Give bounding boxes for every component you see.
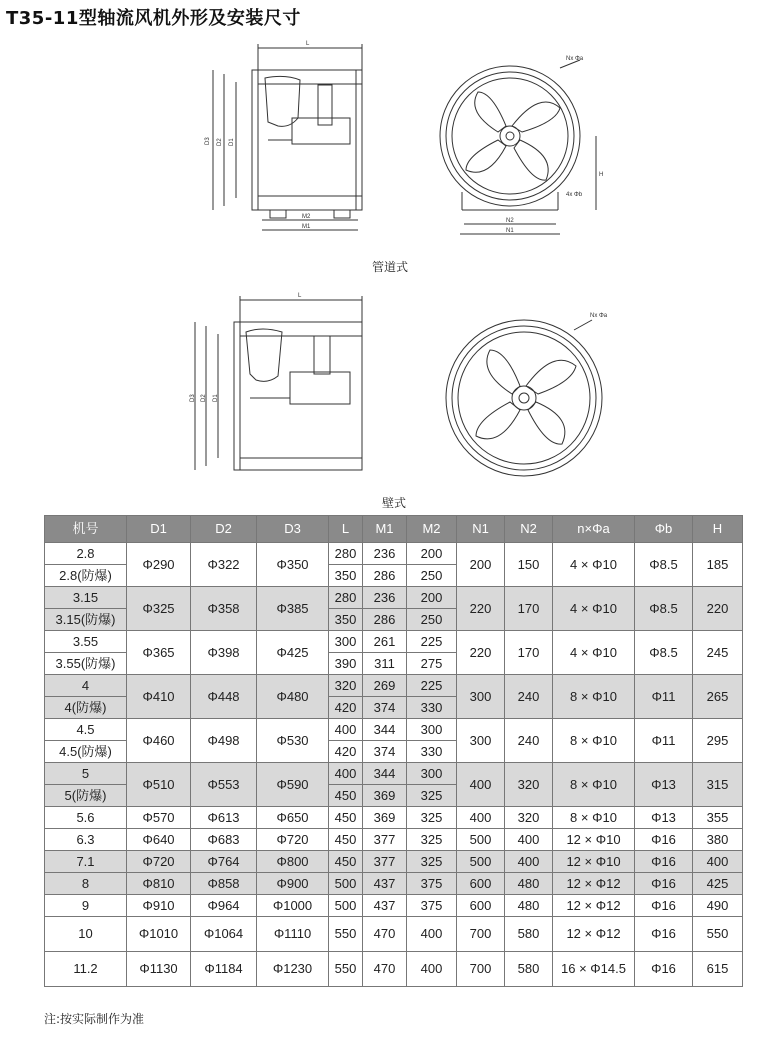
- cell-h: 295: [693, 719, 743, 763]
- cell-model: 3.55(防爆): [45, 653, 127, 675]
- cell-d1: Φ365: [127, 631, 191, 675]
- cell-n2: 150: [505, 543, 553, 587]
- svg-text:D2: D2: [217, 138, 223, 146]
- cell-b: Φ16: [635, 917, 693, 952]
- cell-d3: Φ1000: [257, 895, 329, 917]
- cell-m2: 400: [407, 917, 457, 952]
- cell-n2: 240: [505, 719, 553, 763]
- cell-model: 8: [45, 873, 127, 895]
- cell-m1: 369: [363, 807, 407, 829]
- table-group: [45, 895, 743, 917]
- cell-nxa: 12 × Φ12: [553, 873, 635, 895]
- cell-d3: Φ720: [257, 829, 329, 851]
- cell-d1: Φ570: [127, 807, 191, 829]
- cell-b: Φ8.5: [635, 543, 693, 587]
- cell-n1: 500: [457, 829, 505, 851]
- cell-model: 4(防爆): [45, 697, 127, 719]
- cell-model: 3.15(防爆): [45, 609, 127, 631]
- svg-text:N2: N2: [506, 218, 514, 224]
- cell-n1: 300: [457, 719, 505, 763]
- cell-m2: 200: [407, 543, 457, 565]
- header-model: 机号: [45, 516, 127, 543]
- cell-d2: Φ1064: [191, 917, 257, 952]
- cell-model: 4.5: [45, 719, 127, 741]
- cell-m1: 269: [363, 675, 407, 697]
- table-group: [45, 807, 743, 829]
- cell-m2: 250: [407, 565, 457, 587]
- cell-d1: Φ1010: [127, 917, 191, 952]
- cell-d2: Φ964: [191, 895, 257, 917]
- cell-d2: Φ858: [191, 873, 257, 895]
- cell-m2: 375: [407, 873, 457, 895]
- cell-n2: 400: [505, 829, 553, 851]
- table-group: [45, 675, 743, 719]
- cell-n2: 580: [505, 952, 553, 987]
- cell-d1: Φ290: [127, 543, 191, 587]
- cell-m2: 330: [407, 697, 457, 719]
- table-group: [45, 587, 743, 631]
- cell-b: Φ8.5: [635, 631, 693, 675]
- cell-l: 390: [329, 653, 363, 675]
- table-row: [45, 895, 743, 917]
- svg-text:D2: D2: [201, 394, 207, 402]
- cell-d1: Φ510: [127, 763, 191, 807]
- table-row: [45, 543, 743, 565]
- cell-d2: Φ1184: [191, 952, 257, 987]
- cell-m2: 250: [407, 609, 457, 631]
- table-group: [45, 917, 743, 952]
- svg-text:Nx Φa: Nx Φa: [566, 56, 584, 62]
- cell-h: 490: [693, 895, 743, 917]
- cell-d3: Φ800: [257, 851, 329, 873]
- footnote: 注:按实际制作为准: [44, 1012, 145, 1026]
- cell-d3: Φ350: [257, 543, 329, 587]
- cell-nxa: 4 × Φ10: [553, 587, 635, 631]
- cell-model: 11.2: [45, 952, 127, 987]
- table-row: [45, 952, 743, 987]
- cell-m1: 437: [363, 873, 407, 895]
- cell-n1: 700: [457, 952, 505, 987]
- header-b: Φb: [635, 516, 693, 543]
- cell-m2: 325: [407, 807, 457, 829]
- table-group: [45, 543, 743, 587]
- cell-h: 550: [693, 917, 743, 952]
- header-d2: D2: [191, 516, 257, 543]
- cell-d2: Φ683: [191, 829, 257, 851]
- cell-model: 9: [45, 895, 127, 917]
- cell-d1: Φ810: [127, 873, 191, 895]
- header-nxa: n×Φa: [553, 516, 635, 543]
- svg-text:N1: N1: [506, 228, 514, 234]
- cell-model: 10: [45, 917, 127, 952]
- cell-nxa: 16 × Φ14.5: [553, 952, 635, 987]
- cell-m1: 236: [363, 587, 407, 609]
- cell-m1: 311: [363, 653, 407, 675]
- table-row: [45, 719, 743, 741]
- cell-d1: Φ410: [127, 675, 191, 719]
- caption-duct: 管道式: [372, 260, 409, 274]
- svg-text:D1: D1: [229, 138, 235, 146]
- svg-text:L: L: [298, 293, 302, 299]
- cell-d2: Φ764: [191, 851, 257, 873]
- cell-d1: Φ325: [127, 587, 191, 631]
- cell-d3: Φ425: [257, 631, 329, 675]
- cell-m1: 470: [363, 952, 407, 987]
- cell-n1: 200: [457, 543, 505, 587]
- cell-l: 320: [329, 675, 363, 697]
- cell-model: 7.1: [45, 851, 127, 873]
- cell-m1: 344: [363, 719, 407, 741]
- wall-front-view: [446, 313, 608, 476]
- cell-m2: 325: [407, 851, 457, 873]
- table-row: [45, 851, 743, 873]
- cell-m1: 236: [363, 543, 407, 565]
- cell-n1: 500: [457, 851, 505, 873]
- table-row: [45, 807, 743, 829]
- cell-l: 450: [329, 829, 363, 851]
- cell-m1: 286: [363, 565, 407, 587]
- duct-side-view: [205, 41, 362, 230]
- cell-d2: Φ498: [191, 719, 257, 763]
- cell-b: Φ16: [635, 851, 693, 873]
- cell-d2: Φ322: [191, 543, 257, 587]
- cell-n1: 400: [457, 807, 505, 829]
- cell-m1: 374: [363, 697, 407, 719]
- cell-n2: 240: [505, 675, 553, 719]
- table-group: [45, 851, 743, 873]
- cell-n2: 170: [505, 631, 553, 675]
- cell-n2: 320: [505, 807, 553, 829]
- svg-text:D1: D1: [213, 394, 219, 402]
- cell-d3: Φ900: [257, 873, 329, 895]
- cell-d2: Φ358: [191, 587, 257, 631]
- table-row: [45, 829, 743, 851]
- dimension-table: [44, 515, 743, 987]
- cell-m2: 275: [407, 653, 457, 675]
- cell-h: 400: [693, 851, 743, 873]
- cell-m1: 261: [363, 631, 407, 653]
- cell-m2: 325: [407, 785, 457, 807]
- table-row: [45, 873, 743, 895]
- cell-nxa: 4 × Φ10: [553, 543, 635, 587]
- cell-d1: Φ720: [127, 851, 191, 873]
- cell-model: 4.5(防爆): [45, 741, 127, 763]
- cell-n1: 220: [457, 587, 505, 631]
- cell-n2: 170: [505, 587, 553, 631]
- cell-h: 185: [693, 543, 743, 587]
- cell-nxa: 4 × Φ10: [553, 631, 635, 675]
- header-n1: N1: [457, 516, 505, 543]
- cell-m1: 377: [363, 851, 407, 873]
- cell-m1: 374: [363, 741, 407, 763]
- cell-n1: 600: [457, 873, 505, 895]
- cell-m2: 200: [407, 587, 457, 609]
- table-row: [45, 763, 743, 785]
- svg-text:M1: M1: [302, 224, 311, 230]
- cell-b: Φ16: [635, 873, 693, 895]
- cell-model: 2.8: [45, 543, 127, 565]
- cell-l: 450: [329, 807, 363, 829]
- cell-d1: Φ1130: [127, 952, 191, 987]
- cell-nxa: 12 × Φ12: [553, 895, 635, 917]
- cell-n1: 700: [457, 917, 505, 952]
- cell-m2: 300: [407, 763, 457, 785]
- table-group: [45, 829, 743, 851]
- cell-n1: 400: [457, 763, 505, 807]
- cell-n2: 320: [505, 763, 553, 807]
- cell-n1: 600: [457, 895, 505, 917]
- svg-text:Nx Φa: Nx Φa: [590, 313, 608, 319]
- cell-d3: Φ1230: [257, 952, 329, 987]
- cell-m2: 400: [407, 952, 457, 987]
- cell-l: 550: [329, 952, 363, 987]
- table-row: [45, 587, 743, 609]
- cell-n2: 480: [505, 873, 553, 895]
- cell-l: 400: [329, 763, 363, 785]
- cell-l: 300: [329, 631, 363, 653]
- header-d1: D1: [127, 516, 191, 543]
- cell-d1: Φ640: [127, 829, 191, 851]
- cell-nxa: 8 × Φ10: [553, 807, 635, 829]
- cell-h: 265: [693, 675, 743, 719]
- cell-l: 550: [329, 917, 363, 952]
- cell-h: 315: [693, 763, 743, 807]
- cell-b: Φ13: [635, 763, 693, 807]
- cell-m1: 377: [363, 829, 407, 851]
- table-row: [45, 675, 743, 697]
- cell-model: 4: [45, 675, 127, 697]
- cell-model: 6.3: [45, 829, 127, 851]
- header-n2: N2: [505, 516, 553, 543]
- cell-b: Φ16: [635, 895, 693, 917]
- cell-d3: Φ590: [257, 763, 329, 807]
- cell-l: 450: [329, 851, 363, 873]
- cell-l: 420: [329, 741, 363, 763]
- svg-text:4x Φb: 4x Φb: [566, 192, 583, 198]
- cell-d3: Φ650: [257, 807, 329, 829]
- cell-l: 350: [329, 565, 363, 587]
- cell-n1: 220: [457, 631, 505, 675]
- cell-d3: Φ530: [257, 719, 329, 763]
- cell-model: 5.6: [45, 807, 127, 829]
- cell-m1: 369: [363, 785, 407, 807]
- cell-l: 500: [329, 895, 363, 917]
- cell-d3: Φ1110: [257, 917, 329, 952]
- cell-l: 500: [329, 873, 363, 895]
- cell-m1: 344: [363, 763, 407, 785]
- cell-nxa: 12 × Φ10: [553, 829, 635, 851]
- cell-l: 350: [329, 609, 363, 631]
- cell-b: Φ8.5: [635, 587, 693, 631]
- cell-b: Φ16: [635, 952, 693, 987]
- cell-d1: Φ460: [127, 719, 191, 763]
- cell-n2: 480: [505, 895, 553, 917]
- table-group: [45, 719, 743, 763]
- cell-nxa: 8 × Φ10: [553, 675, 635, 719]
- header-m2: M2: [407, 516, 457, 543]
- cell-m2: 375: [407, 895, 457, 917]
- wall-side-view: [190, 293, 362, 470]
- header-l: L: [329, 516, 363, 543]
- cell-model: 3.55: [45, 631, 127, 653]
- cell-model: 2.8(防爆): [45, 565, 127, 587]
- table-group: [45, 952, 743, 987]
- cell-model: 5: [45, 763, 127, 785]
- cell-b: Φ11: [635, 719, 693, 763]
- caption-wall: 壁式: [382, 496, 407, 510]
- cell-h: 220: [693, 587, 743, 631]
- svg-text:M2: M2: [302, 214, 311, 220]
- cell-d3: Φ385: [257, 587, 329, 631]
- table-group: [45, 763, 743, 807]
- cell-b: Φ13: [635, 807, 693, 829]
- cell-n2: 400: [505, 851, 553, 873]
- cell-h: 425: [693, 873, 743, 895]
- cell-m2: 225: [407, 631, 457, 653]
- cell-d1: Φ910: [127, 895, 191, 917]
- cell-nxa: 8 × Φ10: [553, 719, 635, 763]
- cell-nxa: 12 × Φ10: [553, 851, 635, 873]
- table-header-row: [45, 516, 743, 543]
- header-h: H: [693, 516, 743, 543]
- cell-model: 3.15: [45, 587, 127, 609]
- duct-front-view: [440, 56, 603, 234]
- cell-n2: 580: [505, 917, 553, 952]
- cell-m1: 437: [363, 895, 407, 917]
- cell-nxa: 8 × Φ10: [553, 763, 635, 807]
- cell-l: 450: [329, 785, 363, 807]
- cell-l: 280: [329, 543, 363, 565]
- cell-l: 400: [329, 719, 363, 741]
- dim-L: L: [306, 41, 310, 47]
- cell-d2: Φ448: [191, 675, 257, 719]
- cell-b: Φ11: [635, 675, 693, 719]
- cell-h: 355: [693, 807, 743, 829]
- header-m1: M1: [363, 516, 407, 543]
- cell-h: 245: [693, 631, 743, 675]
- table-group: [45, 873, 743, 895]
- cell-d2: Φ613: [191, 807, 257, 829]
- cell-m2: 225: [407, 675, 457, 697]
- cell-h: 380: [693, 829, 743, 851]
- cell-b: Φ16: [635, 829, 693, 851]
- cell-d2: Φ553: [191, 763, 257, 807]
- cell-d2: Φ398: [191, 631, 257, 675]
- cell-d3: Φ480: [257, 675, 329, 719]
- cell-l: 280: [329, 587, 363, 609]
- cell-m1: 286: [363, 609, 407, 631]
- cell-m2: 300: [407, 719, 457, 741]
- cell-n1: 300: [457, 675, 505, 719]
- cell-h: 615: [693, 952, 743, 987]
- svg-text:D3: D3: [205, 137, 211, 145]
- cell-model: 5(防爆): [45, 785, 127, 807]
- page-title: T35-11型轴流风机外形及安装尺寸: [6, 8, 301, 29]
- table-row: [45, 631, 743, 653]
- cell-m2: 325: [407, 829, 457, 851]
- cell-m1: 470: [363, 917, 407, 952]
- header-d3: D3: [257, 516, 329, 543]
- cell-m2: 330: [407, 741, 457, 763]
- svg-text:D3: D3: [190, 394, 196, 402]
- cell-nxa: 12 × Φ12: [553, 917, 635, 952]
- table-row: [45, 917, 743, 952]
- cell-l: 420: [329, 697, 363, 719]
- svg-text:H: H: [599, 172, 604, 178]
- table-group: [45, 631, 743, 675]
